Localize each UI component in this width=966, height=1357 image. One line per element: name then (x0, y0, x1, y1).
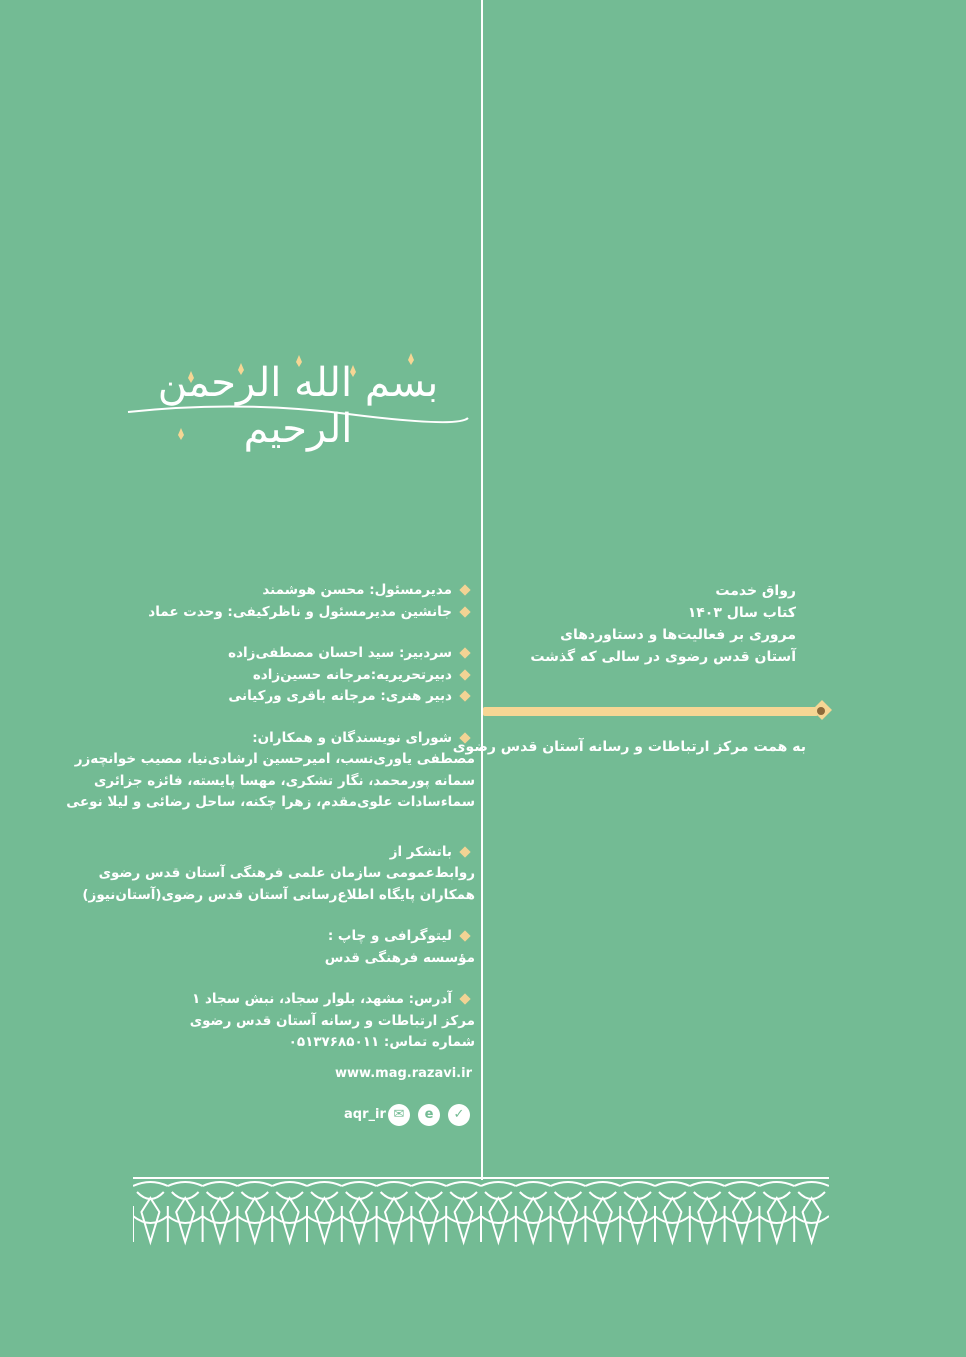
book-subtitle-2: آستان قدس رضوی در سالی که گذشت (530, 649, 796, 665)
book-title: کتاب سال ۱۴۰۳ (687, 605, 796, 621)
book-subtitle-1: مروری بر فعالیت‌ها و دستاوردهای (560, 627, 796, 643)
arch-tile (203, 1182, 238, 1242)
arch-tile (794, 1182, 829, 1242)
rubika-icon[interactable]: ✓ (448, 1104, 470, 1126)
phone-line: شماره تماس: ۰۵۱۳۷۶۸۵۰۱۱ (288, 1034, 475, 1050)
arch-tile (377, 1182, 412, 1242)
social-row (340, 1104, 475, 1130)
accent-separator (483, 703, 828, 720)
writers-title: شورای نویسندگان و همکاران: (130, 728, 475, 750)
arch-tile (342, 1182, 377, 1242)
writers-line: سماء‌سادات علوی‌مقدم، زهرا چکنه، ساحل رضائی و لیلا نوعی (66, 794, 475, 810)
management-group (130, 580, 475, 623)
arch-tile (725, 1182, 760, 1242)
arch-tile (168, 1182, 203, 1242)
bismillah-text: بسم الله الرحمن الرحیم (157, 360, 439, 452)
arch-tile (446, 1182, 481, 1242)
writers-group (66, 728, 475, 814)
arch-tile (481, 1182, 516, 1242)
separator-dot (817, 707, 825, 715)
thanks-title: باتشکر از (130, 842, 475, 864)
arch-tile (411, 1182, 446, 1242)
arch-tile (759, 1182, 794, 1242)
social-handle[interactable]: aqr_ir (344, 1107, 386, 1122)
arch-tile (133, 1182, 168, 1242)
collaboration-note: به همت مرکز ارتباطات و رسانه آستان قدس رضوی (452, 739, 806, 755)
eitaa-icon[interactable]: e (418, 1104, 440, 1126)
arch-tile (272, 1182, 307, 1242)
geometric-border-pattern (133, 1176, 829, 1248)
credits-block (66, 580, 475, 1074)
print-group (130, 926, 475, 969)
writers-line: سمانه پورمحمد، نگار تشکری، مهسا پایسته، فائزه جزائری (93, 772, 475, 789)
writers-line: مصطفی یاوری‌نسب، امیرحسین ارشادی‌نیا، مصیب خوانچه‌زر (74, 751, 475, 767)
arch-tile (237, 1182, 272, 1242)
book-info (496, 580, 796, 668)
manager-line: مدیرمسئول: محسن هوشمند (130, 580, 475, 602)
bale-icon[interactable]: ✉ (388, 1104, 410, 1126)
arch-tile (307, 1182, 342, 1242)
arch-tile (655, 1182, 690, 1242)
art-director-line: دبیر هنری: مرجانه باقری ورکیانی (130, 686, 475, 708)
arch-tile (690, 1182, 725, 1242)
website-link[interactable]: www.mag.razavi.ir (335, 1066, 472, 1081)
thanks-line: همکاران پایگاه اطلاع‌رسانی آستان قدس رضوی(آستان‌نیوز) (82, 886, 475, 903)
thanks-group (82, 842, 475, 907)
arch-tile (516, 1182, 551, 1242)
arch-tile (551, 1182, 586, 1242)
bismillah-calligraphy (118, 340, 478, 450)
separator-bar (483, 707, 818, 716)
arch-tile (620, 1182, 655, 1242)
address-org: مرکز ارتباطات و رسانه آستان قدس رضوی (189, 1012, 475, 1029)
chief-editor-line: سردبیر: سید احسان مصطفی‌زاده (130, 643, 475, 665)
thanks-line: روابط‌عمومی سازمان علمی فرهنگی آستان قدس رضوی (98, 865, 475, 881)
arch-tile (585, 1182, 620, 1242)
address-group (130, 989, 475, 1054)
editorial-secretary-line: دبیرتحریریه:مرجانه حسین‌زاده (130, 665, 475, 687)
center-divider (481, 0, 483, 1180)
print-title: لیتوگرافی و چاپ : (130, 926, 475, 948)
deputy-line: جانشین مدیرمسئول و ناظرکیفی: وحدت عماد (130, 602, 475, 624)
editors-group (130, 643, 475, 708)
print-value: مؤسسه فرهنگی قدس (324, 949, 475, 966)
series-title: رواق خدمت (715, 583, 796, 599)
address-line: آدرس: مشهد، بلوار سجاد، نبش سجاد ۱ (130, 989, 475, 1011)
